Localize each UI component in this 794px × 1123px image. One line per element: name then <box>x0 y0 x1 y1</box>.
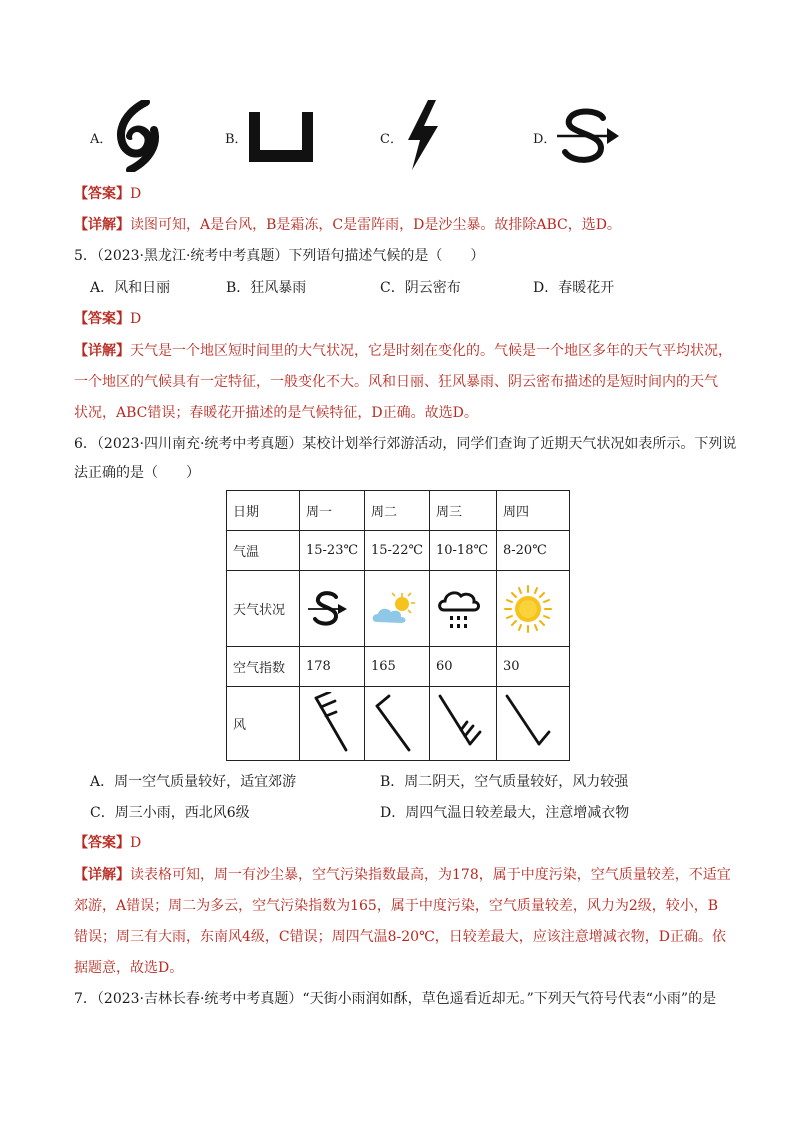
q5-option-d: D．春暖花开 <box>533 280 615 296</box>
q5-detail-line-1 <box>74 341 732 361</box>
partly-cloudy-icon <box>371 589 417 629</box>
q5-option-a: A．风和日丽 <box>90 280 171 296</box>
q6-option-d: D．周四气温日较差最大，注意增减衣物 <box>380 805 630 821</box>
wind-barb-northwest-3-icon <box>306 692 358 756</box>
day-cell: 周二 <box>365 491 430 531</box>
answer-value: D <box>130 186 142 202</box>
sandstorm-icon <box>306 589 350 629</box>
q5-detail-line-2: 一个地区的气候具有一定特征，一般变化不大。风和日丽、狂风暴雨、阴云密布描述的是短时间内的天气 <box>74 374 718 390</box>
q4-option-a <box>90 100 170 172</box>
detail-label: 【详解】 <box>74 217 130 233</box>
detail-text: 读表格可知，周一有沙尘暴，空气污染指数最高，为178，属于中度污染，空气质量较差，不适宜 <box>130 867 731 883</box>
q4-option-c <box>380 100 460 172</box>
q6-detail-line-3: 错误；周三有大雨，东南风4级，C错误；周四气温8-20℃，日较差最大，应该注意增减衣物，D正确。依 <box>74 929 726 945</box>
answer-label: 【答案】 <box>74 835 130 851</box>
q6-detail-line-1 <box>74 865 731 885</box>
day-cell: 周一 <box>300 491 365 531</box>
q4-option-d-label: D． <box>533 132 557 147</box>
weather-cell <box>365 571 430 647</box>
answer-value: D <box>130 311 142 327</box>
q4-answer <box>74 184 141 204</box>
day-cell: 周三 <box>430 491 497 531</box>
q4-detail <box>74 215 621 235</box>
sandstorm-icon <box>555 106 621 166</box>
day-cell: 周四 <box>497 491 570 531</box>
q4-option-d <box>533 100 633 172</box>
weather-cell <box>300 571 365 647</box>
table-row-aqi <box>227 647 570 687</box>
wind-barb-southeast-4-icon <box>436 692 488 756</box>
temp-cell: 15-23℃ <box>300 531 365 571</box>
q4-option-a-label: A． <box>90 132 113 147</box>
q4-option-b-label: B． <box>225 132 248 147</box>
detail-text: 天气是一个地区短时间里的大气状况，它是时刻在变化的。气候是一个地区多年的天气平均状况， <box>130 343 732 359</box>
table-row-date <box>227 491 570 531</box>
weather-cell <box>430 571 497 647</box>
q6-option-c: C．周三小雨，西北风6级 <box>90 805 250 821</box>
answer-value: D <box>130 835 142 851</box>
q5-detail-line-3: 状况，ABC错误；春暖花开描述的是气候特征，D正确。故选D。 <box>74 405 478 421</box>
aqi-cell: 60 <box>430 647 497 687</box>
wind-cell <box>497 687 570 761</box>
wind-cell <box>300 687 365 761</box>
wind-cell <box>365 687 430 761</box>
q4-option-c-label: C． <box>380 132 403 147</box>
table-row-temp <box>227 531 570 571</box>
q6-option-b: B．周二阴天，空气质量较好，风力较强 <box>380 774 629 790</box>
wind-cell <box>430 687 497 761</box>
aqi-cell: 165 <box>365 647 430 687</box>
table-row-weather <box>227 571 570 647</box>
q5-option-c: C．阴云密布 <box>380 280 461 296</box>
light-rain-icon <box>436 586 482 632</box>
q7-stem: 7．（2023·吉林长春·统考中考真题）“天街小雨润如酥，草色遥看近却无。”下列天气符号代表“小雨”的是 <box>74 991 717 1007</box>
row-header: 气温 <box>227 531 300 571</box>
q6-option-a: A．周一空气质量较好，适宜郊游 <box>90 774 297 790</box>
q6-answer <box>74 833 141 853</box>
weather-table <box>226 490 570 761</box>
wind-barb-southeast-icon <box>503 692 555 756</box>
weather-cell <box>497 571 570 647</box>
frost-icon <box>249 112 313 162</box>
q5-answer <box>74 309 141 329</box>
answer-label: 【答案】 <box>74 311 130 327</box>
detail-text: 读图可知，A是台风，B是霜冻，C是雷阵雨，D是沙尘暴。故排除ABC，选D。 <box>130 217 621 233</box>
typhoon-icon <box>116 100 160 172</box>
thunderstorm-icon <box>402 100 440 172</box>
sunny-icon <box>503 584 553 634</box>
row-header: 天气状况 <box>227 571 300 647</box>
aqi-cell: 178 <box>300 647 365 687</box>
answer-label: 【答案】 <box>74 186 130 202</box>
temp-cell: 10-18℃ <box>430 531 497 571</box>
detail-label: 【详解】 <box>74 867 130 883</box>
detail-label: 【详解】 <box>74 343 130 359</box>
temp-cell: 8-20℃ <box>497 531 570 571</box>
table-row-wind <box>227 687 570 761</box>
q5-stem: 5．（2023·黑龙江·统考中考真题）下列语句描述气候的是（ ） <box>74 248 485 264</box>
q6-detail-line-4: 据题意，故选D。 <box>74 960 184 976</box>
q6-detail-line-2: 郊游，A错误；周二为多云，空气污染指数为165，属于中度污染，空气质量较差，风力为2级，较小，B <box>74 898 719 914</box>
q6-stem-line-2: 法正确的是（ ） <box>74 465 200 481</box>
temp-cell: 15-22℃ <box>365 531 430 571</box>
row-header: 日期 <box>227 491 300 531</box>
q4-option-b <box>225 100 325 172</box>
aqi-cell: 30 <box>497 647 570 687</box>
wind-barb-northwest-1-icon <box>371 692 423 756</box>
q5-option-b: B．狂风暴雨 <box>226 280 307 296</box>
row-header: 空气指数 <box>227 647 300 687</box>
row-header: 风 <box>227 687 300 761</box>
q6-stem-line-1: 6．（2023·四川南充·统考中考真题）某校计划举行郊游活动，同学们查询了近期天气状况如表所示。下列说 <box>74 436 737 452</box>
